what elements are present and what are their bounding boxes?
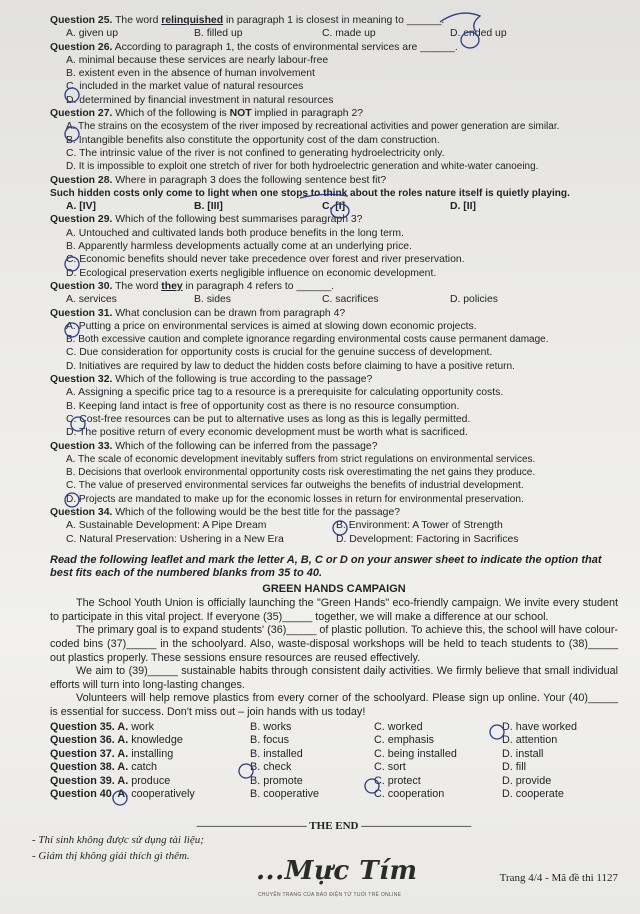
question-number: Question 29. [50,214,113,226]
question-keyword: they [161,280,183,292]
answer-row-39-d: D. provide [502,774,552,787]
question-text: Which of the following would be the best title for the passage? [115,506,401,518]
option-a: A. services [66,294,117,306]
question-keyword: relinquished [161,15,224,26]
option-a: A. given up [66,28,118,40]
option-b: B. Environment: A Tower of Strength [336,520,503,532]
end-text: THE END [309,820,359,833]
answer-row-35-a: Question 35. A. work [50,720,154,733]
answer-row-39-c: C. protect [374,774,421,787]
question-text-2: implied in paragraph 2? [254,108,364,120]
question-number: Question 27. [50,108,113,120]
dash-line-left: —————————— [196,820,307,833]
option-b: B. Decisions that overlook environmental opportunity costs risk overestimating the net gains they produce. [66,467,536,479]
question-text: Where in paragraph 3 does the following sentence best fit? [115,174,387,186]
option-d: D. determined by financial investment in natural resources [66,94,334,106]
answer-row-37-d: D. install [502,747,544,760]
quoted-sentence: Such hidden costs only come to light when one stops to think about the roles nature itself is quietly playing. [50,187,570,199]
question-number: Question 34. [50,506,113,518]
option-b: B. Keeping land intact is free of opportunity cost as there is no resource consumption. [66,400,460,412]
option-b: B. existent even in the absence of human involvement [66,68,315,80]
answer-row-35-b: B. works [250,720,292,733]
option-a: A. The scale of economic development inevitably suffers from strict regulations on environmental services. [66,453,536,465]
answer-row-37-a: Question 37. A. installing [50,747,174,760]
answer-row-37-c: C. being installed [374,747,457,760]
question-text: According to paragraph 1, the costs of environmental services are ______. [114,41,458,53]
answer-row-39-a: Question 39. A. produce [50,774,171,787]
options-34-row-1 [50,519,618,532]
answer-row-36-b: B. focus [250,734,290,747]
option-c: C. included in the market value of natural resources [66,81,304,93]
question-30 [50,280,618,293]
options-30 [50,293,618,306]
option-c: C. Due consideration for opportunity costs is crucial for the genuine success of development. [66,347,493,359]
watermark-subtitle: CHUYÊN TRANG CỦA BÁO ĐIỆN TỬ TUỔI TRẺ ONLINE [258,892,402,898]
answer-row-36-a: Question 36. A. knowledge [50,734,183,747]
answer-row-38-a: Question 38. A. catch [50,761,158,774]
option-b: B. sides [194,294,231,306]
exam-notes [32,832,204,864]
options-34-row-2 [50,533,618,546]
options-25 [50,27,618,40]
answer-row-35-c: C. worked [374,720,423,733]
option-d: D. [II] [450,201,476,213]
dash-line-right: —————————— [361,820,472,833]
answer-row-38-d: D. fill [502,761,526,774]
option-a: A. [IV] [66,201,97,213]
option-c: C. [I] [322,201,346,213]
answer-row-36-d: D. attention [502,734,558,747]
option-a: A. The strains on the ecosystem of the river imposed by recreational activities and power generation are similar. [66,121,560,133]
option-d: D. policies [450,294,498,306]
option-d: D. The positive return of every economic development must be worth what is sacrificed. [66,427,468,439]
watermark-logo: ...Mực Tím [256,856,418,886]
question-content [50,14,618,833]
option-d: D. Initiatives are required by law to deduct the hidden costs before claiming to have a positive return. [66,360,515,372]
options-28 [50,200,618,213]
option-b: B. filled up [194,28,243,40]
leaflet-title: GREEN HANDS CAMPAIGN [262,582,406,595]
answer-row-40-c: C. cooperation [374,788,445,801]
question-number: Question 28. [50,174,113,186]
question-number: Question 25. [50,15,113,26]
question-25 [50,14,618,27]
option-a: A. Assigning a specific price tag to a resource is a prerequisite for calculating opportunity costs. [66,387,504,399]
option-b: B. Intangible benefits also constitute the opportunity cost of the dam construction. [66,134,440,146]
option-d: D. ended up [450,28,507,40]
question-26 [50,41,618,54]
option-c: C. Cost-free resources can be put to alternative uses as long as this is legally permitted. [66,413,471,425]
question-34 [50,506,618,519]
answer-row-36-c: C. emphasis [374,734,435,747]
option-c: C. Economic benefits should never take precedence over forest and river preservation. [66,254,465,266]
option-d: D. Development: Factoring in Sacrifices [336,533,519,545]
question-28 [50,174,618,187]
question-27 [50,107,618,120]
option-d: D. Projects are mandated to make up for the economic losses in return for environmental preservation. [66,493,524,505]
answer-row-40-d: D. cooperate [502,788,564,801]
question-text-2: in paragraph 1 is closest in meaning to ______. [225,15,445,26]
question-33 [50,440,618,453]
option-c: C. The intrinsic value of the river is not confined to generating hydroelectricity only. [66,147,445,159]
option-a: A. minimal because these services are nearly labour-free [66,54,329,66]
answer-row-40-b: B. cooperative [250,788,320,801]
question-text: Which of the following is true according to the passage? [115,374,373,386]
answer-row-38-c: C. sort [374,761,406,774]
leaflet-paragraph-3: We aim to (39)_____ sustainable habits through consistent daily activities. We firmly believe that small individual efforts will turn into long-lasting changes. [50,665,618,691]
question-text: The word [115,15,159,26]
answer-row-38-b: B. check [250,761,292,774]
question-number: Question 30. [50,280,113,292]
leaflet-paragraph-2: The primary goal is to expand students' (36)_____ of plastic pollution. To achieve this, the school will have colour-coded bins (37)_____ in the schoolyard. Also, waste-disposal workshops will be held to teach students to (38)_____ out plastics properly. These sessions ensure resources are reused effectively. [50,624,619,664]
option-a: A. Untouched and cultivated lands both produce benefits in the long term. [66,227,404,239]
question-32 [50,373,618,386]
option-c: C. The value of preserved environmental services far outweighs the benefits of industrial development. [66,480,524,492]
question-number: Question 26. [50,41,113,53]
question-number: Question 32. [50,374,113,386]
question-text: Which of the following can be inferred from the passage? [115,440,378,452]
question-31 [50,307,618,320]
option-c: C. sacrifices [322,294,379,306]
question-text: Which of the following best summarises paragraph 3? [115,214,363,226]
answer-row-37-b: B. installed [250,747,303,760]
option-a: A. Sustainable Development: A Pipe Dream [66,520,267,532]
answer-row-39-b: B. promote [250,774,303,787]
question-text: Which of the following is [115,108,227,120]
question-text: The word [115,280,159,292]
question-29 [50,213,618,226]
option-a: A. Putting a price on environmental services is aimed at slowing down economic projects. [66,320,477,332]
question-number: Question 31. [50,307,113,319]
question-number: Question 33. [50,440,113,452]
question-text-2: in paragraph 4 refers to ______. [185,280,335,292]
answer-options-grid [50,721,618,803]
answer-row-40-a: Question 40. A. cooperatively [50,788,195,801]
note-1: - Thí sinh không được sử dụng tài liệu; [32,834,204,846]
question-keyword: NOT [229,108,252,120]
leaflet-paragraph-4: Volunteers will help remove plastics from every corner of the schoolyard. Please sign up online. Your (40)_____ is essential for success. Don't miss out – join hands with us today! [50,692,618,718]
option-b: B. [III] [194,201,223,213]
section-instruction: Read the following leaflet and mark the letter A, B, C or D on your answer sheet to indicate the option that best fits each of the numbered blanks from 35 to 40. [50,553,602,580]
answer-row-35-d: D. have worked [502,720,578,733]
page-footer: Trang 4/4 - Mã đề thi 1127 [499,872,618,884]
leaflet-paragraph-1: The School Youth Union is officially launching the "Green Hands" eco-friendly campaign. We invite every student to participate in this vital project. If everyone (35)_____ together, we will make a difference at our school. [50,597,618,623]
question-text: What conclusion can be drawn from paragraph 4? [115,307,346,319]
note-2: - Giám thị không giải thích gì thêm. [32,850,190,862]
option-b: B. Apparently harmless developments actually come at an underlying price. [66,241,412,253]
option-d: D. Ecological preservation exerts negligible influence on economic development. [66,267,437,279]
option-c: C. Natural Preservation: Ushering in a New Era [66,533,284,545]
option-b: B. Both excessive caution and complete ignorance regarding environmental costs cause permanent damage. [66,334,549,346]
option-d: D. It is impossible to exploit one stretch of river for both hydroelectric generation and white-water canoeing. [66,161,539,173]
option-c: C. made up [322,28,376,40]
